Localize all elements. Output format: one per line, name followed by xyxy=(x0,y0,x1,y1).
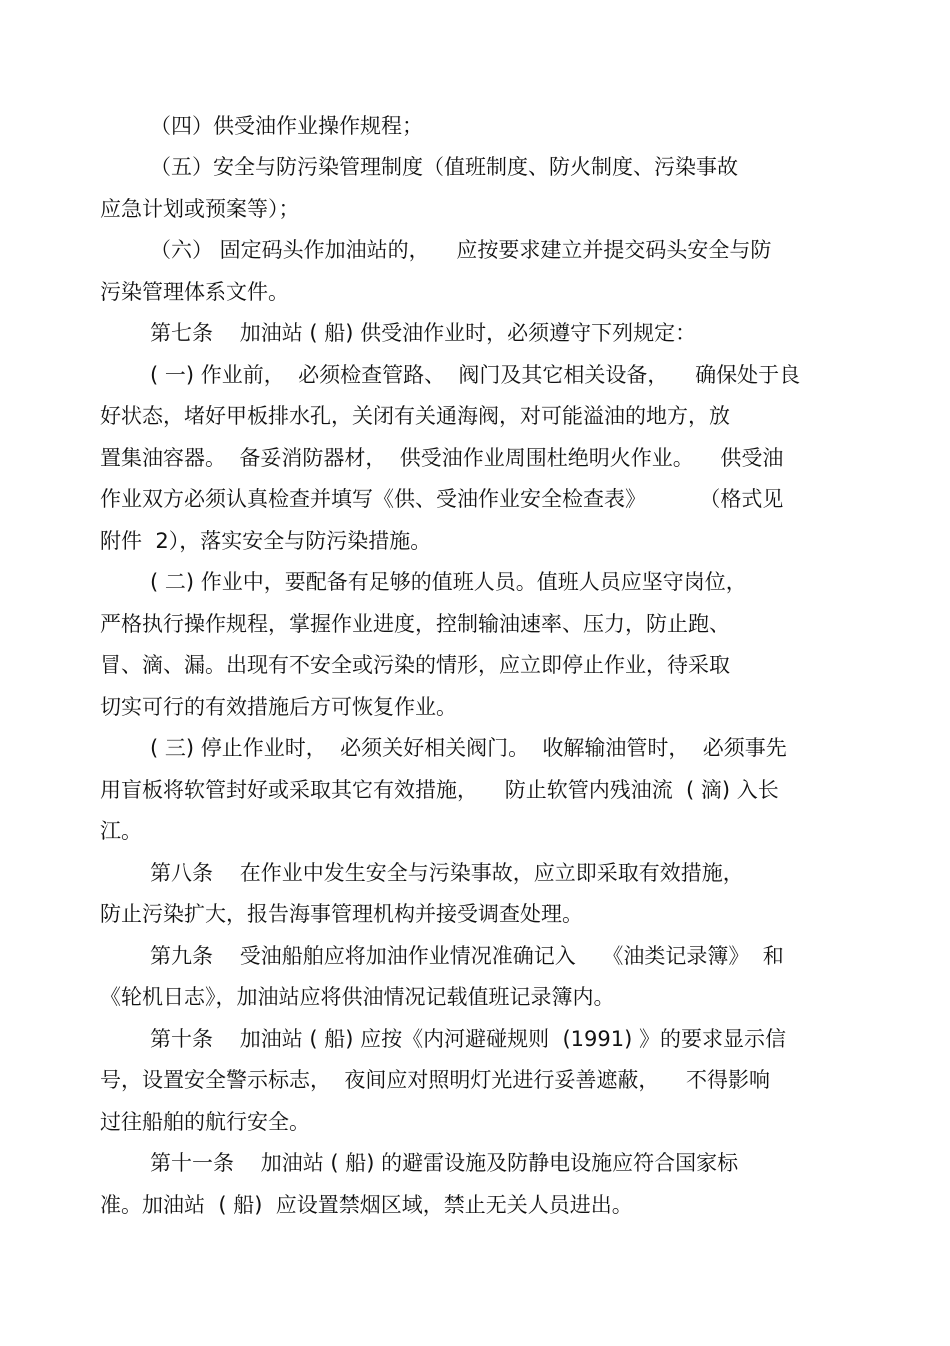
text-line: 第八条 在作业中发生安全与污染事故，应立即采取有效措施， xyxy=(150,861,744,885)
text-line: 《轮机日志》，加油站应将供油情况记载值班记录簿内。 xyxy=(100,985,615,1009)
text-line: 冒、滴、漏。出现有不安全或污染的情形，应立即停止作业，待采取 xyxy=(100,653,730,677)
text-line: ( 三) 停止作业时， 必须关好相关阀门。 收解输油管时， 必须事先 xyxy=(150,736,787,760)
text-line: 用盲板将软管封好或采取其它有效措施， 防止软管内残油流 ( 滴) 入长 xyxy=(100,778,779,802)
text-line: 第七条 加油站 ( 船) 供受油作业时，必须遵守下列规定： xyxy=(150,321,697,345)
text-line: 严格执行操作规程，掌握作业进度，控制输油速率、压力，防止跑、 xyxy=(100,612,730,636)
text-line: 置集油容器。 备妥消防器材， 供受油作业周围杜绝明火作业。 供受油 xyxy=(100,446,784,470)
text-line: 江。 xyxy=(100,819,142,843)
text-line: 第九条 受油船舶应将加油作业情况准确记入 《油类记录簿》 和 xyxy=(150,944,784,968)
text-line: 污染管理体系文件。 xyxy=(100,280,289,304)
text-line: ( 一) 作业前， 必须检查管路、 阀门及其它相关设备， 确保处于良 xyxy=(150,363,801,387)
text-line: （六） 固定码头作加油站的， 应按要求建立并提交码头安全与防 xyxy=(150,238,772,262)
text-line: ( 二) 作业中，要配备有足够的值班人员。值班人员应坚守岗位， xyxy=(150,570,747,594)
text-line: 第十一条 加油站 ( 船) 的避雷设施及防静电设施应符合国家标 xyxy=(150,1151,739,1175)
text-line: 好状态，堵好甲板排水孔，关闭有关通海阀，对可能溢油的地方，放 xyxy=(100,404,730,428)
text-line: （五）安全与防污染管理制度（值班制度、防火制度、污染事故 xyxy=(150,155,738,179)
text-line: 过往船舶的航行安全。 xyxy=(100,1110,310,1134)
text-line: 切实可行的有效措施后方可恢复作业。 xyxy=(100,695,457,719)
text-line: 附件 2），落实安全与防污染措施。 xyxy=(100,529,432,553)
text-line: 防止污染扩大，报告海事管理机构并接受调查处理。 xyxy=(100,902,583,926)
text-line: 应急计划或预案等）； xyxy=(100,197,300,221)
text-line: 准。加油站 ( 船) 应设置禁烟区域，禁止无关人员进出。 xyxy=(100,1193,633,1217)
text-line: 第十条 加油站 ( 船) 应按《内河避碰规则 (1991) 》的要求显示信 xyxy=(150,1027,786,1051)
text-line: 号，设置安全警示标志， 夜间应对照明灯光进行妥善遮蔽， 不得影响 xyxy=(100,1068,771,1092)
text-line: 作业双方必须认真检查并填写《供、受油作业安全检查表》 （格式见 xyxy=(100,487,784,511)
text-line: （四）供受油作业操作规程； xyxy=(150,114,423,138)
